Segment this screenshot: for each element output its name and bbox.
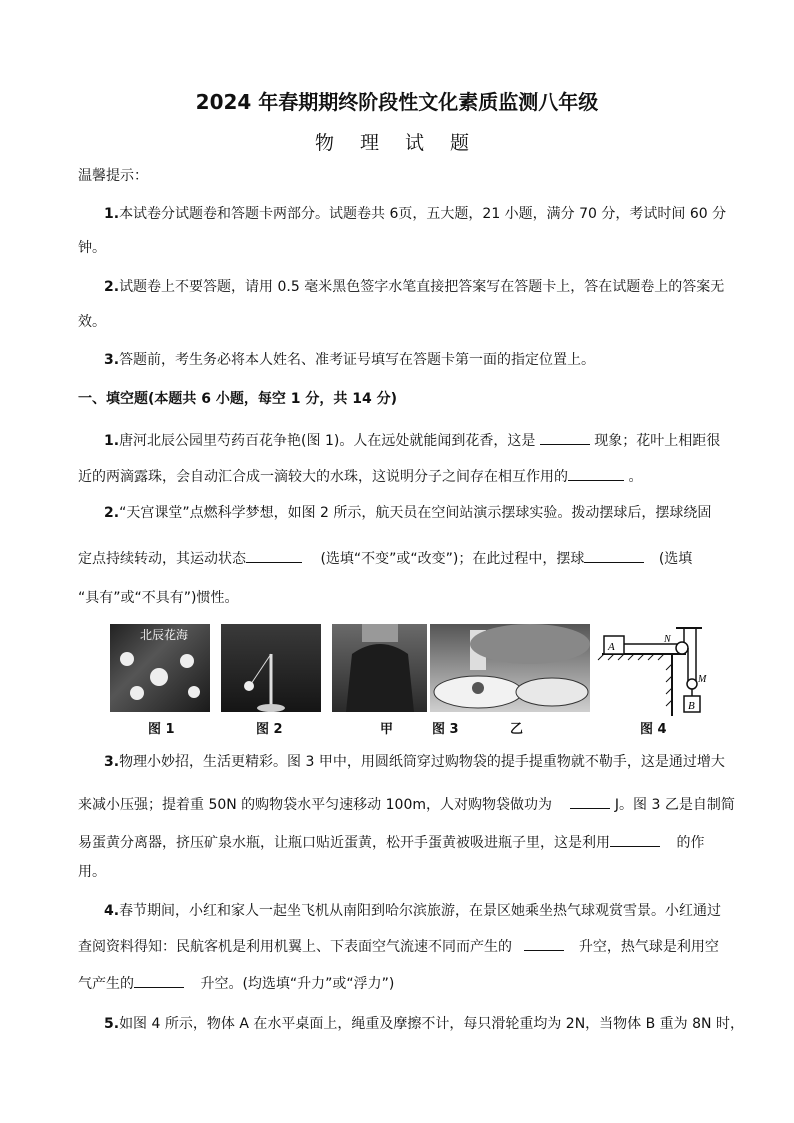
flower-icon (120, 652, 134, 666)
answer-blank[interactable] (134, 973, 184, 988)
question-4-number: 4. (104, 903, 120, 919)
figure-3a-photo (332, 624, 427, 712)
question-3-text: 的作 (676, 835, 705, 851)
tip-2-number: 2. (104, 279, 120, 295)
answer-blank[interactable] (610, 832, 660, 847)
question-1-text: 唐河北辰公园里芍药百花争艳(图 1)。人在远处就能闻到花香，这是 (119, 433, 536, 449)
exam-title: 2024 年春期期终阶段性文化素质监测八年级 (195, 90, 599, 114)
shopping-bag-icon (332, 624, 427, 712)
tip-3-number: 3. (104, 352, 120, 368)
question-3-text: 易蛋黄分离器，挤压矿泉水瓶，让瓶口贴近蛋黄，松开手蛋黄被吸进瓶子里，这是利用 (78, 835, 610, 851)
figure-1-label: 图 1 (148, 722, 175, 737)
tip-2-text: 试题卷上不要答题，请用 0.5 毫米黑色签字水笔直接把答案写在答题卡上，答在试题卷上的答案无 (119, 279, 725, 295)
question-2-text: 定点持续转动，其运动状态 (78, 551, 246, 567)
figure-4-label: 图 4 (640, 722, 667, 737)
question-2-text: (选填“不变”或“改变”)；在此过程中，摆球 (320, 551, 585, 567)
figure-2-label: 图 2 (256, 722, 283, 737)
figure-4-label-n: N (664, 634, 671, 645)
figure-3b-label: 乙 (510, 722, 524, 737)
question-2-text: (选填 (658, 551, 693, 567)
question-3-text: 来减小压强；提着重 50N 的购物袋水平匀速移动 100m，人对购物袋做功为 (78, 797, 552, 813)
flower-icon (150, 668, 168, 686)
question-4-text: 升空，热气球是利用空 (578, 939, 719, 955)
tips-heading: 温馨提示： (78, 168, 148, 184)
question-2-text: “天宫课堂”点燃科学梦想，如图 2 所示，航天员在空间站演示摆球实验。拨动摆球后，摆球绕固 (119, 505, 712, 521)
question-2-line-3: “具有”或“不具有”)惯性。 (78, 590, 239, 606)
figure-1-caption-text: 北辰花海 (140, 628, 189, 642)
question-3-line-1 (104, 752, 725, 772)
question-4-line-2 (78, 936, 719, 957)
question-4-line-1 (104, 901, 721, 921)
question-1-text: 现象；花叶上相距很 (594, 433, 721, 449)
tip-3-text: 答题前，考生务必将本人姓名、准考证号填写在答题卡第一面的指定位置上。 (119, 352, 596, 368)
question-2-line-1 (104, 503, 711, 523)
figure-3a-label: 甲 (380, 722, 394, 737)
figure-3-label: 图 3 (432, 722, 459, 737)
tip-2-line-1 (104, 277, 724, 297)
question-4-text: 升空。(均选填“升力”或“浮力”) (200, 976, 395, 992)
answer-blank[interactable] (540, 430, 590, 445)
answer-blank[interactable] (246, 548, 302, 563)
answer-blank[interactable] (568, 466, 624, 481)
section-1-heading: 一、填空题(本题共 6 小题，每空 1 分，共 14 分) (78, 391, 398, 407)
egg-separator-icon (430, 624, 590, 712)
question-3-text: 物理小妙招，生活更精彩。图 3 甲中，用圆纸筒穿过购物袋的提手提重物就不勒手，这是通过增大 (119, 754, 725, 770)
question-4-text: 查阅资料得知：民航客机是利用机翼上、下表面空气流速不同而产生的 (78, 939, 512, 955)
figure-2-photo (221, 624, 321, 712)
question-3-number: 3. (104, 754, 120, 770)
figure-1-photo (110, 624, 210, 712)
question-4-text: 气产生的 (78, 976, 134, 992)
question-4-line-3 (78, 973, 394, 994)
question-1-text: 。 (628, 469, 643, 485)
question-5-number: 5. (104, 1016, 120, 1032)
question-2-number: 2. (104, 505, 120, 521)
question-3-text: J。图 3 乙是自制简 (614, 797, 735, 813)
question-1-line-2 (78, 466, 642, 487)
figure-4-pulley-diagram (594, 624, 710, 716)
question-1-text: 近的两滴露珠，会自动汇合成一滴较大的水珠，这说明分子之间存在相互作用的 (78, 469, 568, 485)
question-2-line-2 (78, 548, 692, 569)
question-5-line-1 (104, 1014, 744, 1034)
tip-3-line (104, 350, 595, 370)
question-3-line-3 (78, 832, 704, 853)
question-3-line-4: 用。 (78, 864, 106, 880)
tip-1-line-2: 钟。 (78, 240, 106, 256)
flower-icon (180, 654, 194, 668)
figure-4-label-m: M (698, 674, 707, 685)
figure-3b-photo (430, 624, 590, 712)
figure-row (110, 624, 710, 737)
answer-blank[interactable] (524, 936, 564, 951)
question-1-line-1 (104, 430, 720, 451)
exam-subject: 物 理 试 题 (314, 132, 480, 154)
answer-blank[interactable] (584, 548, 644, 563)
figure-4-label-a: A (608, 641, 615, 653)
figure-4-label-b: B (688, 700, 695, 712)
question-5-text: 如图 4 所示，物体 A 在水平桌面上，绳重及摩擦不计，每只滑轮重均为 2N，当物体 B 重为 8N 时， (119, 1016, 744, 1032)
flower-icon (130, 686, 144, 700)
tip-1-text: 本试卷分试题卷和答题卡两部分。试题卷共 6页，五大题，21 小题，满分 70 分，考试时间 60 分 (119, 206, 727, 222)
question-4-text: 春节期间，小红和家人一起坐飞机从南阳到哈尔滨旅游，在景区她乘坐热气球观赏雪景。小红通过 (119, 903, 722, 919)
tip-2-line-2: 效。 (78, 314, 106, 330)
question-3-line-2 (78, 794, 735, 815)
tip-1-number: 1. (104, 206, 120, 222)
answer-blank[interactable] (570, 794, 610, 809)
question-1-number: 1. (104, 433, 120, 449)
flower-icon (188, 686, 200, 698)
pendulum-icon (221, 624, 321, 712)
tip-1-line-1 (104, 204, 726, 224)
